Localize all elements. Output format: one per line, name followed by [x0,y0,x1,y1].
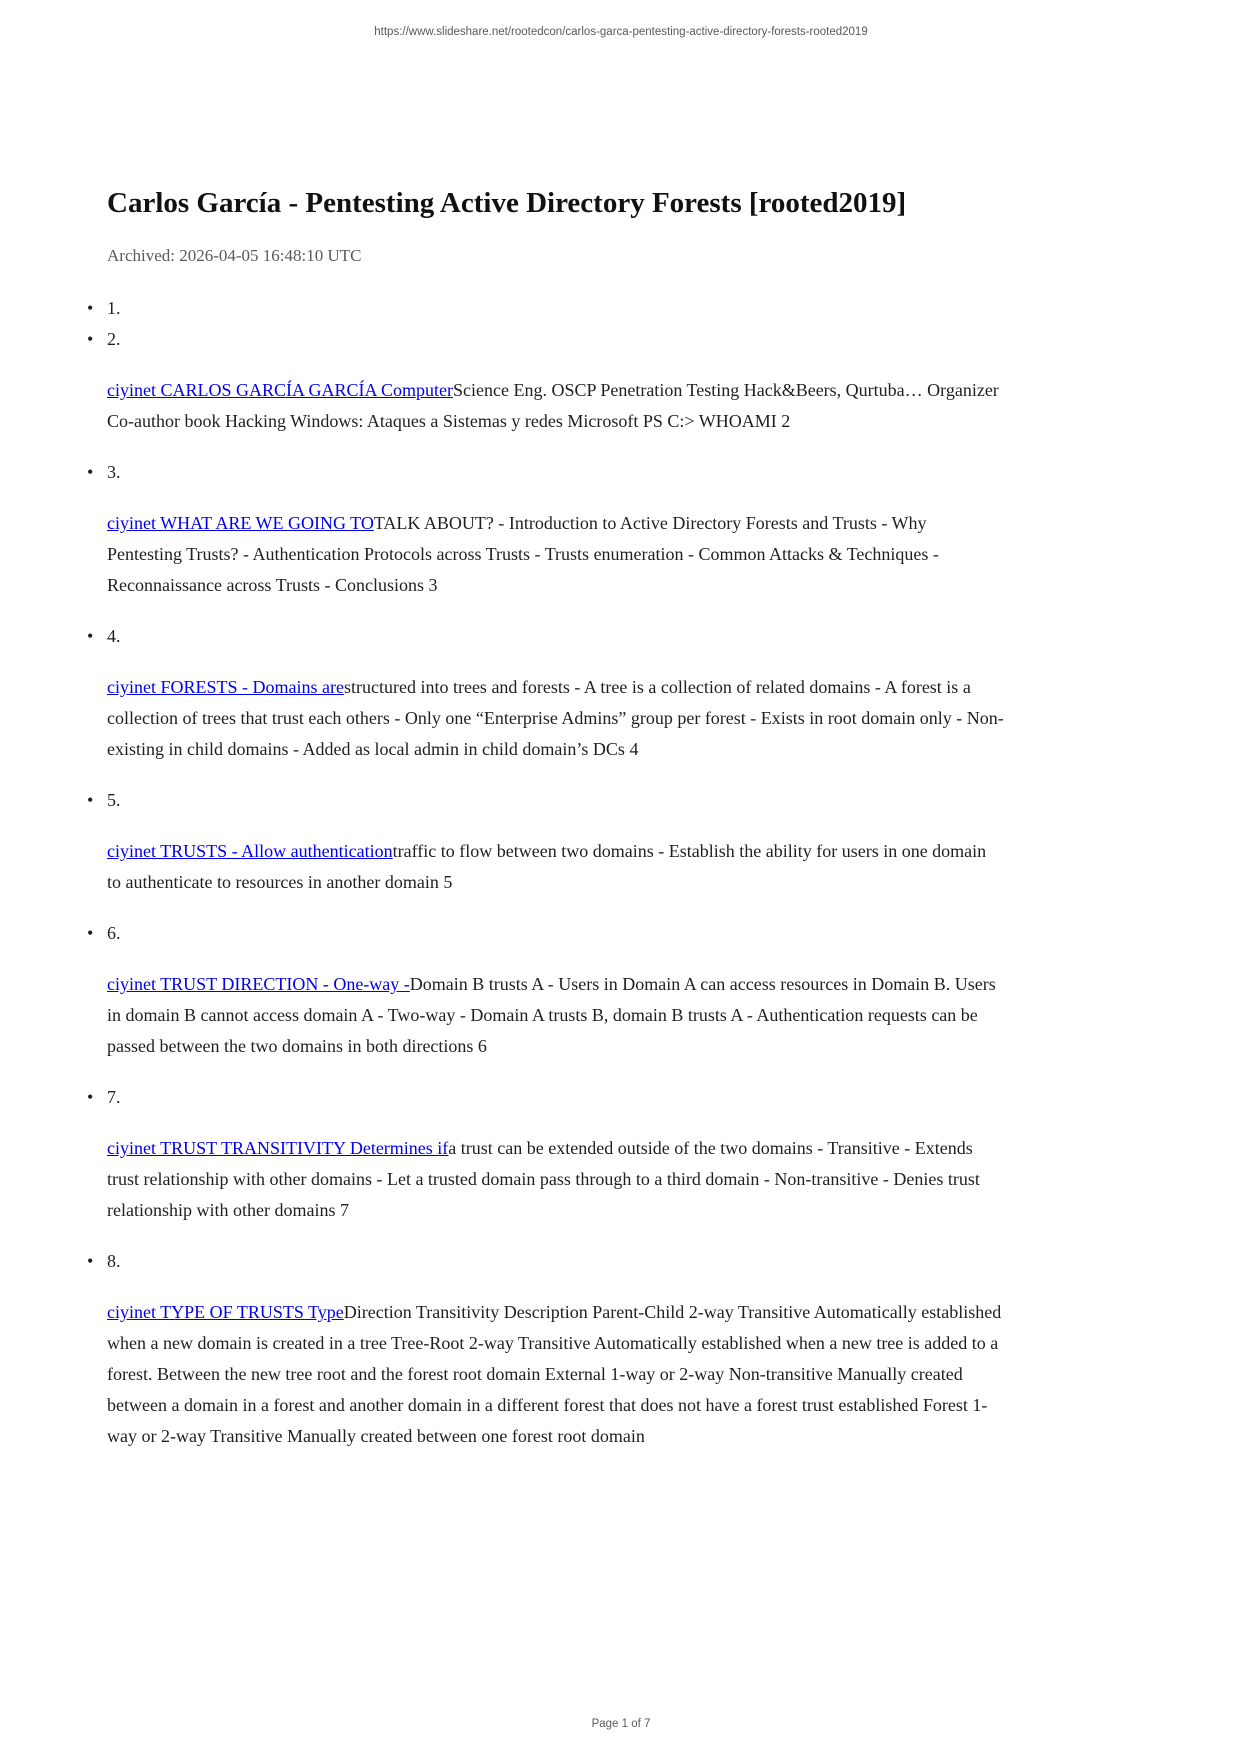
slide-summary [107,969,1004,1062]
slide-link[interactable]: ciyinet TRUST DIRECTION - One-way - [107,973,410,994]
list-item-6 [107,918,1004,1062]
slide-summary [107,375,1004,437]
slide-text: a trust can be extended outside of the two domains - Transitive - Extends trust relationship with other domains - Let a trusted domain pass through to a third domain - Non-transitive - Denies trust relationship with other domains 7 [107,1137,980,1220]
page-title: Carlos García - Pentesting Active Directory Forests [rooted2019] [107,187,907,219]
slide-text: TALK ABOUT? - Introduction to Active Directory Forests and Trusts - Why Pentesting Trusts? - Authentication Protocols across Trusts - Trusts enumeration - Common Attacks & Techniques - Reconnaissance across Trusts - Conclusions 3 [107,512,939,595]
list-item-4 [107,621,1004,765]
archive-url: https://www.slideshare.net/rootedcon/carlos-garca-pentesting-active-directory-forests-rooted2019 [374,26,868,38]
slide-summary [107,1133,1004,1226]
item-number: 3. [107,461,121,482]
archived-timestamp: Archived: 2026-04-05 16:48:10 UTC [107,245,362,265]
slide-text: structured into trees and forests - A tree is a collection of related domains - A forest is a collection of trees that trust each others - Only one “Enterprise Admins” group per forest - Exists in root domain only - Non-existing in child domains - Added as local admin in child domain’s DCs 4 [107,676,1004,759]
slide-text: traffic to flow between two domains - Establish the ability for users in one domain to authenticate to resources in another domain 5 [107,840,987,892]
item-number: 1. [107,297,121,318]
document-body [107,186,1004,1472]
list-item-3 [107,457,1004,601]
list-item-8 [107,1246,1004,1452]
slide-link[interactable]: ciyinet TRUSTS - Allow authentication [107,840,393,861]
slide-text: Science Eng. OSCP Penetration Testing Hack&Beers, Qurtuba… Organizer Co-author book Hacking Windows: Ataques a Sistemas y redes Microsoft PS C:> WHOAMI 2 [107,379,999,431]
slide-link[interactable]: ciyinet TRUST TRANSITIVITY Determines if [107,1137,449,1158]
slide-summary [107,836,1004,898]
item-number: 7. [107,1086,121,1107]
slide-link[interactable]: ciyinet TYPE OF TRUSTS Type [107,1301,344,1322]
list-item-1 [107,293,1004,324]
slide-link[interactable]: ciyinet FORESTS - Domains are [107,676,344,697]
item-number: 2. [107,328,121,349]
slide-summary [107,1297,1004,1452]
slide-text: Domain B trusts A - Users in Domain A can access resources in Domain B. Users in domain B cannot access domain A - Two-way - Domain A trusts B, domain B trusts A - Authentication requests can be passed between the two domains in both directions 6 [107,973,996,1056]
item-number: 8. [107,1250,121,1271]
item-number: 5. [107,789,121,810]
slide-link[interactable]: ciyinet CARLOS GARCÍA GARCÍA Computer [107,379,454,400]
slide-link[interactable]: ciyinet WHAT ARE WE GOING TO [107,512,374,533]
page-number: Page 1 of 7 [591,1718,651,1730]
slide-summary [107,508,1004,601]
item-number: 4. [107,625,121,646]
list-item-5 [107,785,1004,898]
slide-summary [107,672,1004,765]
slide-list [107,293,1004,1452]
list-item-7 [107,1082,1004,1226]
item-number: 6. [107,922,121,943]
list-item-2 [107,324,1004,437]
slide-text: Direction Transitivity Description Parent-Child 2-way Transitive Automatically established when a new domain is created in a tree Tree-Root 2-way Transitive Automatically established when a new tree is added to a forest. Between the new tree root and the forest root domain External 1-way or 2-way Non-transitive Manually created between a domain in a forest and another domain in a different forest that does not have a forest trust established Forest 1-way or 2-way Transitive Manually created between one forest root domain [107,1301,1002,1446]
